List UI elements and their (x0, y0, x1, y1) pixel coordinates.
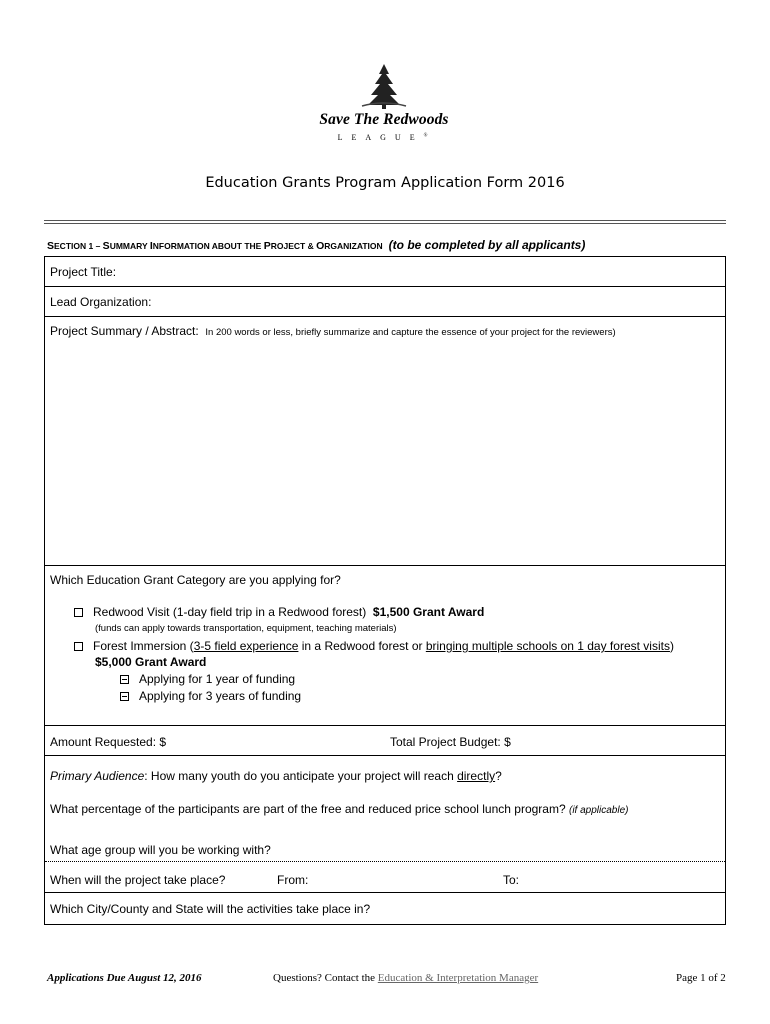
redwood-tree-icon (360, 62, 408, 110)
total-budget-field[interactable]: Total Project Budget: $ (390, 735, 511, 749)
footer-due-date: Applications Due August 12, 2016 (47, 972, 202, 984)
project-title-field[interactable]: Project Title: (50, 265, 117, 279)
row-divider (45, 286, 725, 287)
logo-name: Save The Redwoods (319, 111, 449, 128)
option-3-years[interactable]: Applying for 3 years of funding (120, 689, 301, 703)
save-the-redwoods-logo (314, 62, 454, 150)
row-divider (45, 861, 725, 862)
row-divider (45, 892, 725, 893)
page-title: Education Grants Program Application Form 2016 (205, 175, 565, 191)
lead-organization-field[interactable]: Lead Organization: (50, 295, 152, 309)
from-field[interactable]: From: (277, 873, 309, 887)
project-when-field[interactable]: When will the project take place? (50, 873, 226, 887)
amount-requested-field[interactable]: Amount Requested: $ (50, 735, 167, 749)
row-divider (45, 565, 725, 566)
divider (44, 220, 726, 221)
option-note: (funds can apply towards transportation, equipment, teaching materials) (95, 623, 397, 634)
divider (44, 223, 726, 224)
row-divider (45, 725, 725, 726)
logo-league: LEAGUE® (337, 133, 437, 142)
lunch-program-field[interactable]: What percentage of the participants are part of the free and reduced price school lunch program? (if applicable) (50, 802, 629, 816)
checkbox-redwood-visit[interactable] (74, 608, 83, 617)
category-question: Which Education Grant Category are you applying for? (50, 573, 341, 587)
option-forest-immersion[interactable]: Forest Immersion (3-5 field experience in a Redwood forest or bringing multiple schools on 1 day forest visits) (74, 639, 674, 653)
row-divider (45, 316, 725, 317)
option-1-year[interactable]: Applying for 1 year of funding (120, 672, 295, 686)
section-note: (to be completed by all applicants) (388, 238, 586, 252)
page-number: Page 1 of 2 (676, 972, 726, 984)
age-group-field[interactable]: What age group will you be working with? (50, 843, 271, 857)
checkbox-forest-immersion[interactable] (74, 642, 83, 651)
form-box (44, 256, 726, 925)
contact-link[interactable]: Education & Interpretation Manager (377, 972, 539, 984)
option-redwood-visit[interactable]: Redwood Visit (1-day field trip in a Redwood forest) $1,500 Grant Award (74, 605, 484, 619)
project-summary-field[interactable]: Project Summary / Abstract: In 200 words or less, briefly summarize and capture the essence of your project for the reviewers) (50, 324, 616, 338)
row-divider (45, 755, 725, 756)
location-field[interactable]: Which City/County and State will the activities take place in? (50, 902, 371, 916)
checkbox-3-years[interactable] (120, 692, 129, 701)
checkbox-1-year[interactable] (120, 675, 129, 684)
primary-audience-field[interactable]: Primary Audience: How many youth do you anticipate your project will reach directly? (50, 769, 502, 783)
footer-questions: Questions? Contact the Education & Interpretation Manager (273, 972, 539, 984)
section-heading: SECTION 1 – SUMMARY INFORMATION ABOUT THE PROJECT & ORGANIZATION (to be completed by all applicants) (47, 238, 586, 252)
option-award: $5,000 Grant Award (95, 655, 207, 669)
to-field[interactable]: To: (503, 873, 520, 887)
